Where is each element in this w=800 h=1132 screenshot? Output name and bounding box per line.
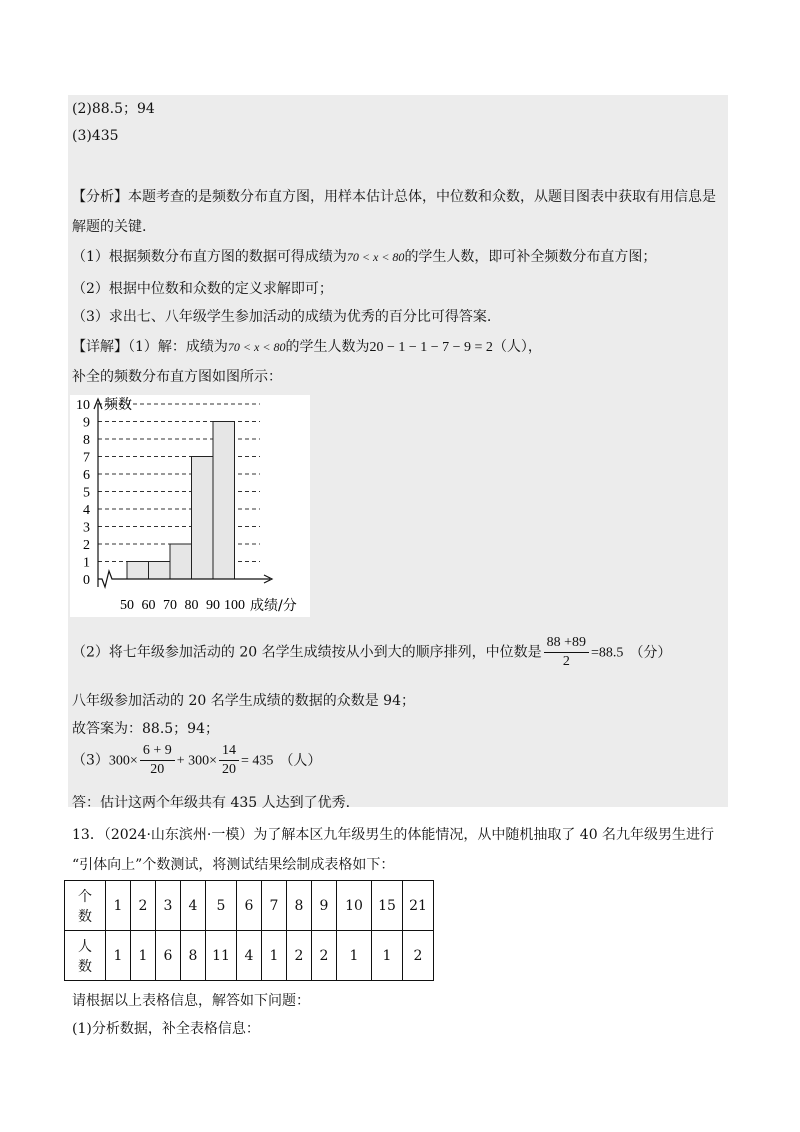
answer-part2: (2)88.5；94 [72,101,155,117]
median-fraction [544,634,589,671]
detail-math2: 20 − 1 − 1 − 7 − 9 = 2 [369,340,493,355]
table-cell-people: 6 [156,931,181,981]
step1-post: 的学生人数，即可补全频数分布直方图； [404,249,657,265]
x-tick-label: 50 [120,598,134,613]
pullup-table [64,880,434,981]
table-cell-people: 4 [237,931,262,981]
calc-f1-num: 6 + 9 [140,742,175,761]
table-header-counts [65,881,106,931]
histogram-bar [170,544,192,579]
table-cell-count: 15 [372,881,403,931]
table-cell-people: 1 [131,931,156,981]
table-cell-count: 8 [287,881,312,931]
y-tick-label: 1 [83,555,90,571]
calc-f2-num: 14 [219,742,239,761]
y-axis-label: 频数 [104,397,132,413]
step2-line: （2）根据中位数和众数的定义求解即可； [72,281,333,297]
analysis-line1: 【分析】本题考查的是频数分布直方图，用样本估计总体，中位数和众数，从题目图表中获取有用信息是 [72,189,716,205]
calc-fraction2 [219,742,239,779]
table-cell-count: 5 [206,881,237,931]
median-den: 2 [562,654,570,669]
y-tick-label: 3 [83,520,90,536]
step3-line: （3）求出七、八年级学生参加活动的成绩为优秀的百分比可得答案. [72,309,492,325]
histogram-bar [192,457,214,580]
calc-result: = 435 [241,753,274,769]
histogram-bar [213,422,235,580]
answer-part3: (3)435 [72,128,119,144]
table-cell-people: 2 [312,931,337,981]
table-cell-people: 2 [403,931,434,981]
table-cell-people: 2 [287,931,312,981]
calc-f2-den: 20 [222,762,237,777]
x-axis-label: 成绩/分 [250,598,297,614]
histogram-chart [70,395,310,617]
detail-post: （人）， [492,339,542,355]
header-counts-text [65,886,105,926]
x-tick-label: 60 [141,598,156,613]
table-cell-count: 1 [106,881,131,931]
histogram-panel [70,395,310,617]
y-tick-label: 8 [83,433,90,448]
calc-unit: （人） [279,752,322,769]
table-row-counts [65,881,434,931]
histogram-bar [149,562,171,580]
step1-pre: （1）根据频数分布直方图的数据可得成绩为 [72,249,347,265]
calc-a: 300× [108,753,138,769]
y-tick-label: 5 [83,485,90,501]
y-tick-label: 6 [83,468,90,483]
x-tick-label: 90 [206,598,220,613]
y-tick-label: 9 [83,415,90,431]
detail-mid: 的学生人数为 [285,339,370,355]
table-cell-people: 8 [181,931,206,981]
calc-f1-den: 20 [150,762,165,777]
table-cell-count: 4 [181,881,206,931]
calc-b: + 300× [176,753,218,769]
table-row-people [65,931,434,981]
analysis-line2: 解题的关键. [72,219,147,235]
header-char: 数 [78,908,92,925]
table-cell-count: 7 [262,881,287,931]
table-cell-people: 1 [262,931,287,981]
table-cell-people: 1 [106,931,131,981]
median-unit: （分） [629,644,672,661]
median-result: =88.5 [591,645,624,661]
x-tick-label: 80 [184,598,199,613]
median-pre: （2）将七年级参加活动的 20 名学生成绩按从小到大的顺序排列，中位数是 [72,644,542,661]
mode-line: 八年级参加活动的 20 名学生成绩的数据的众数是 94； [72,693,415,709]
table-cell-count: 3 [156,881,181,931]
calc-fraction1 [140,742,175,779]
median-num: 88 +89 [544,634,589,653]
q13-prompt: 请根据以上表格信息，解答如下问题： [72,993,310,1009]
y-tick-label: 0 [83,573,90,588]
table-cell-count: 21 [403,881,434,931]
table-cell-count: 6 [237,881,262,931]
step1-math: 70 < x < 80 [346,250,405,264]
x-tick-label: 100 [224,598,245,613]
y-tick-label: 4 [83,503,90,518]
so-answer-line: 故答案为：88.5；94； [72,721,219,737]
histogram-bar [127,562,149,580]
detail-line [72,336,542,356]
table-cell-people: 1 [372,931,403,981]
q13-sub1: (1)分析数据，补全表格信息： [72,1021,260,1037]
header-char: 数 [78,958,92,975]
histogram-caption: 补全的频数分布直方图如图所示： [72,369,282,385]
header-char: 人 [78,938,92,955]
y-tick-label: 10 [76,398,90,413]
table-cell-count: 10 [337,881,372,931]
table-cell-people: 11 [206,931,237,981]
table-header-people [65,931,106,981]
table-cell-people: 1 [337,931,372,981]
q13-line1: 13．（2024·山东滨州·一模）为了解本区九年级男生的体能情况，从中随机抽取了 40 名九年级男生进行 [72,827,715,843]
median-line [72,634,671,671]
detail-math1: 70 < x < 80 [227,340,286,354]
q13-line2: “引体向上”个数测试，将测试结果绘制成表格如下： [72,857,395,873]
detail-pre: 【详解】（1）解：成绩为 [72,339,228,355]
header-char: 个 [78,888,92,905]
header-people-text [65,936,105,976]
calc-pre: （3） [72,752,109,769]
calc-line [72,742,321,779]
step1-line [72,246,656,266]
conclusion-line: 答：估计这两个年级共有 435 人达到了优秀. [72,795,351,811]
table-cell-count: 2 [131,881,156,931]
table-cell-count: 9 [312,881,337,931]
y-tick-label: 7 [83,450,90,466]
y-tick-label: 2 [83,538,90,553]
x-tick-label: 70 [163,598,177,613]
